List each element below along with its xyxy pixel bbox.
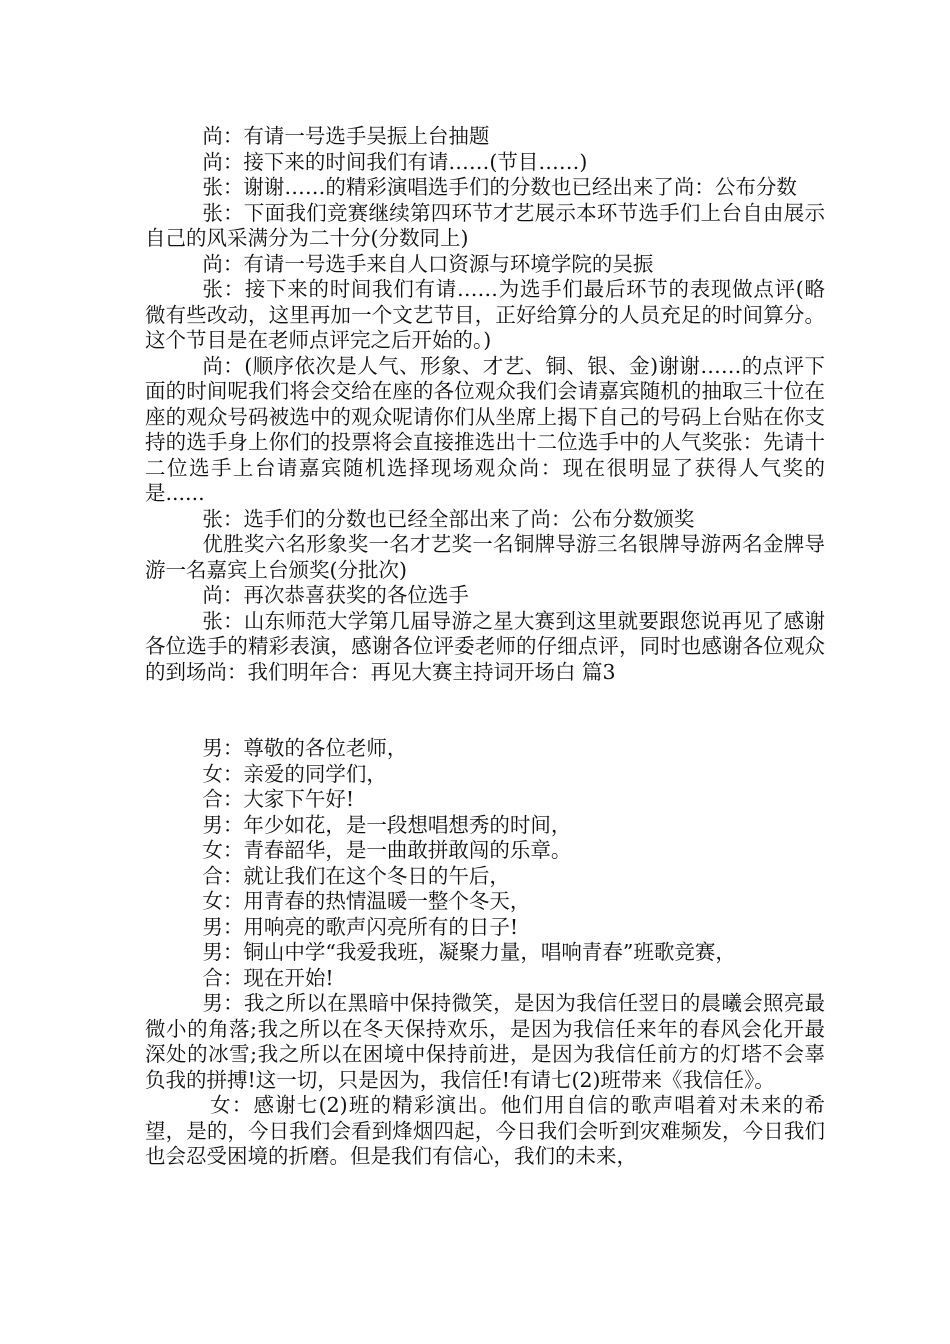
paragraph: 张：选手们的分数也已经全部出来了尚：公布分数颁奖 bbox=[202, 506, 695, 531]
paragraph: 优胜奖六名形象奖一名才艺奖一名铜牌导游三名银牌导游两名金牌导游一名嘉宾上台颁奖(分批次) bbox=[145, 532, 825, 582]
paragraph: 张：谢谢……的精彩演唱选手们的分数也已经出来了尚：公布分数 bbox=[202, 175, 797, 199]
paragraph: 合：就让我们在这个冬日的午后， bbox=[202, 863, 510, 888]
paragraph: 女：用青春的热情温暖一整个冬天， bbox=[202, 889, 531, 913]
paragraph: 男：尊敬的各位老师， bbox=[202, 736, 408, 760]
paragraph: 尚：(顺序依次是人气、形象、才艺、铜、银、金)谢谢……的点评下面的时间呢我们将会交给在座的各位观众我们会请嘉宾随机的抽取三十位在座的观众号码被选中的观众呢请你们从坐席上揭下自己的号码上台贴在你支持的选手身上你们的投票将会直接推选出十二位选手中的人气奖张：先请十二位选手上台请嘉宾随机选择现场观众尚：现在很明显了获得人气奖的是...... bbox=[145, 353, 825, 505]
paragraph: 张：山东师范大学第几届导游之星大赛到这里就要跟您说再见了感谢各位选手的精彩表演，感谢各位评委老师的仔细点评，同时也感谢各位观众的到场尚：我们明年合：再见大赛主持词开场白 篇3 bbox=[145, 608, 825, 684]
paragraph: 张：接下来的时间我们有请……为选手们最后环节的表现做点评(略微有些改动，这里再加一个文艺节目，正好给算分的人员充足的时间算分。这个节目是在老师点评完之后开始的。) bbox=[145, 277, 825, 352]
paragraph: 尚：再次恭喜获奖的各位选手 bbox=[202, 583, 469, 607]
paragraph: 合：现在开始! bbox=[202, 965, 334, 990]
paragraph: 男：铜山中学“我爱我班，凝聚力量，唱响青春”班歌竞赛， bbox=[202, 940, 736, 964]
paragraph: 女：感谢七(2)班的精彩演出。他们用自信的歌声唱着对未来的希望，是的，今日我们会看到烽烟四起，今日我们会听到灾难频发，今日我们也会忍受困境的折磨。但是我们有信心，我们的未来， bbox=[145, 1093, 825, 1168]
paragraph: 合：大家下午好! bbox=[202, 787, 355, 811]
section-gap bbox=[145, 685, 825, 736]
paragraph: 男：用响亮的歌声闪亮所有的日子! bbox=[202, 914, 519, 939]
paragraph: 女：青春韶华，是一曲敢拼敢闯的乐章。 bbox=[202, 838, 572, 862]
document-body bbox=[145, 124, 825, 1170]
paragraph: 尚：有请一号选手吴振上台抽题 bbox=[202, 124, 490, 148]
paragraph: 张：下面我们竞赛继续第四环节才艺展示本环节选手们上台自由展示自己的风采满分为二十分(分数同上) bbox=[145, 200, 825, 250]
paragraph: 尚：接下来的时间我们有请……(节目……) bbox=[202, 149, 588, 174]
paragraph: 尚：有请一号选手来自人口资源与环境学院的吴振 bbox=[202, 251, 654, 276]
paragraph: 女：亲爱的同学们， bbox=[202, 761, 387, 786]
paragraph: 男：我之所以在黑暗中保持微笑，是因为我信任翌日的晨曦会照亮最微小的角落;我之所以在冬天保持欢乐，是因为我信任来年的春风会化开最深处的冰雪;我之所以在困境中保持前进，是因为我信任前方的灯塔不会辜负我的拼搏!这一切，只是因为，我信任!有请七(2)班带来《我信任》。 bbox=[145, 991, 825, 1092]
paragraph: 男：年少如花，是一段想唱想秀的时间， bbox=[202, 812, 572, 837]
